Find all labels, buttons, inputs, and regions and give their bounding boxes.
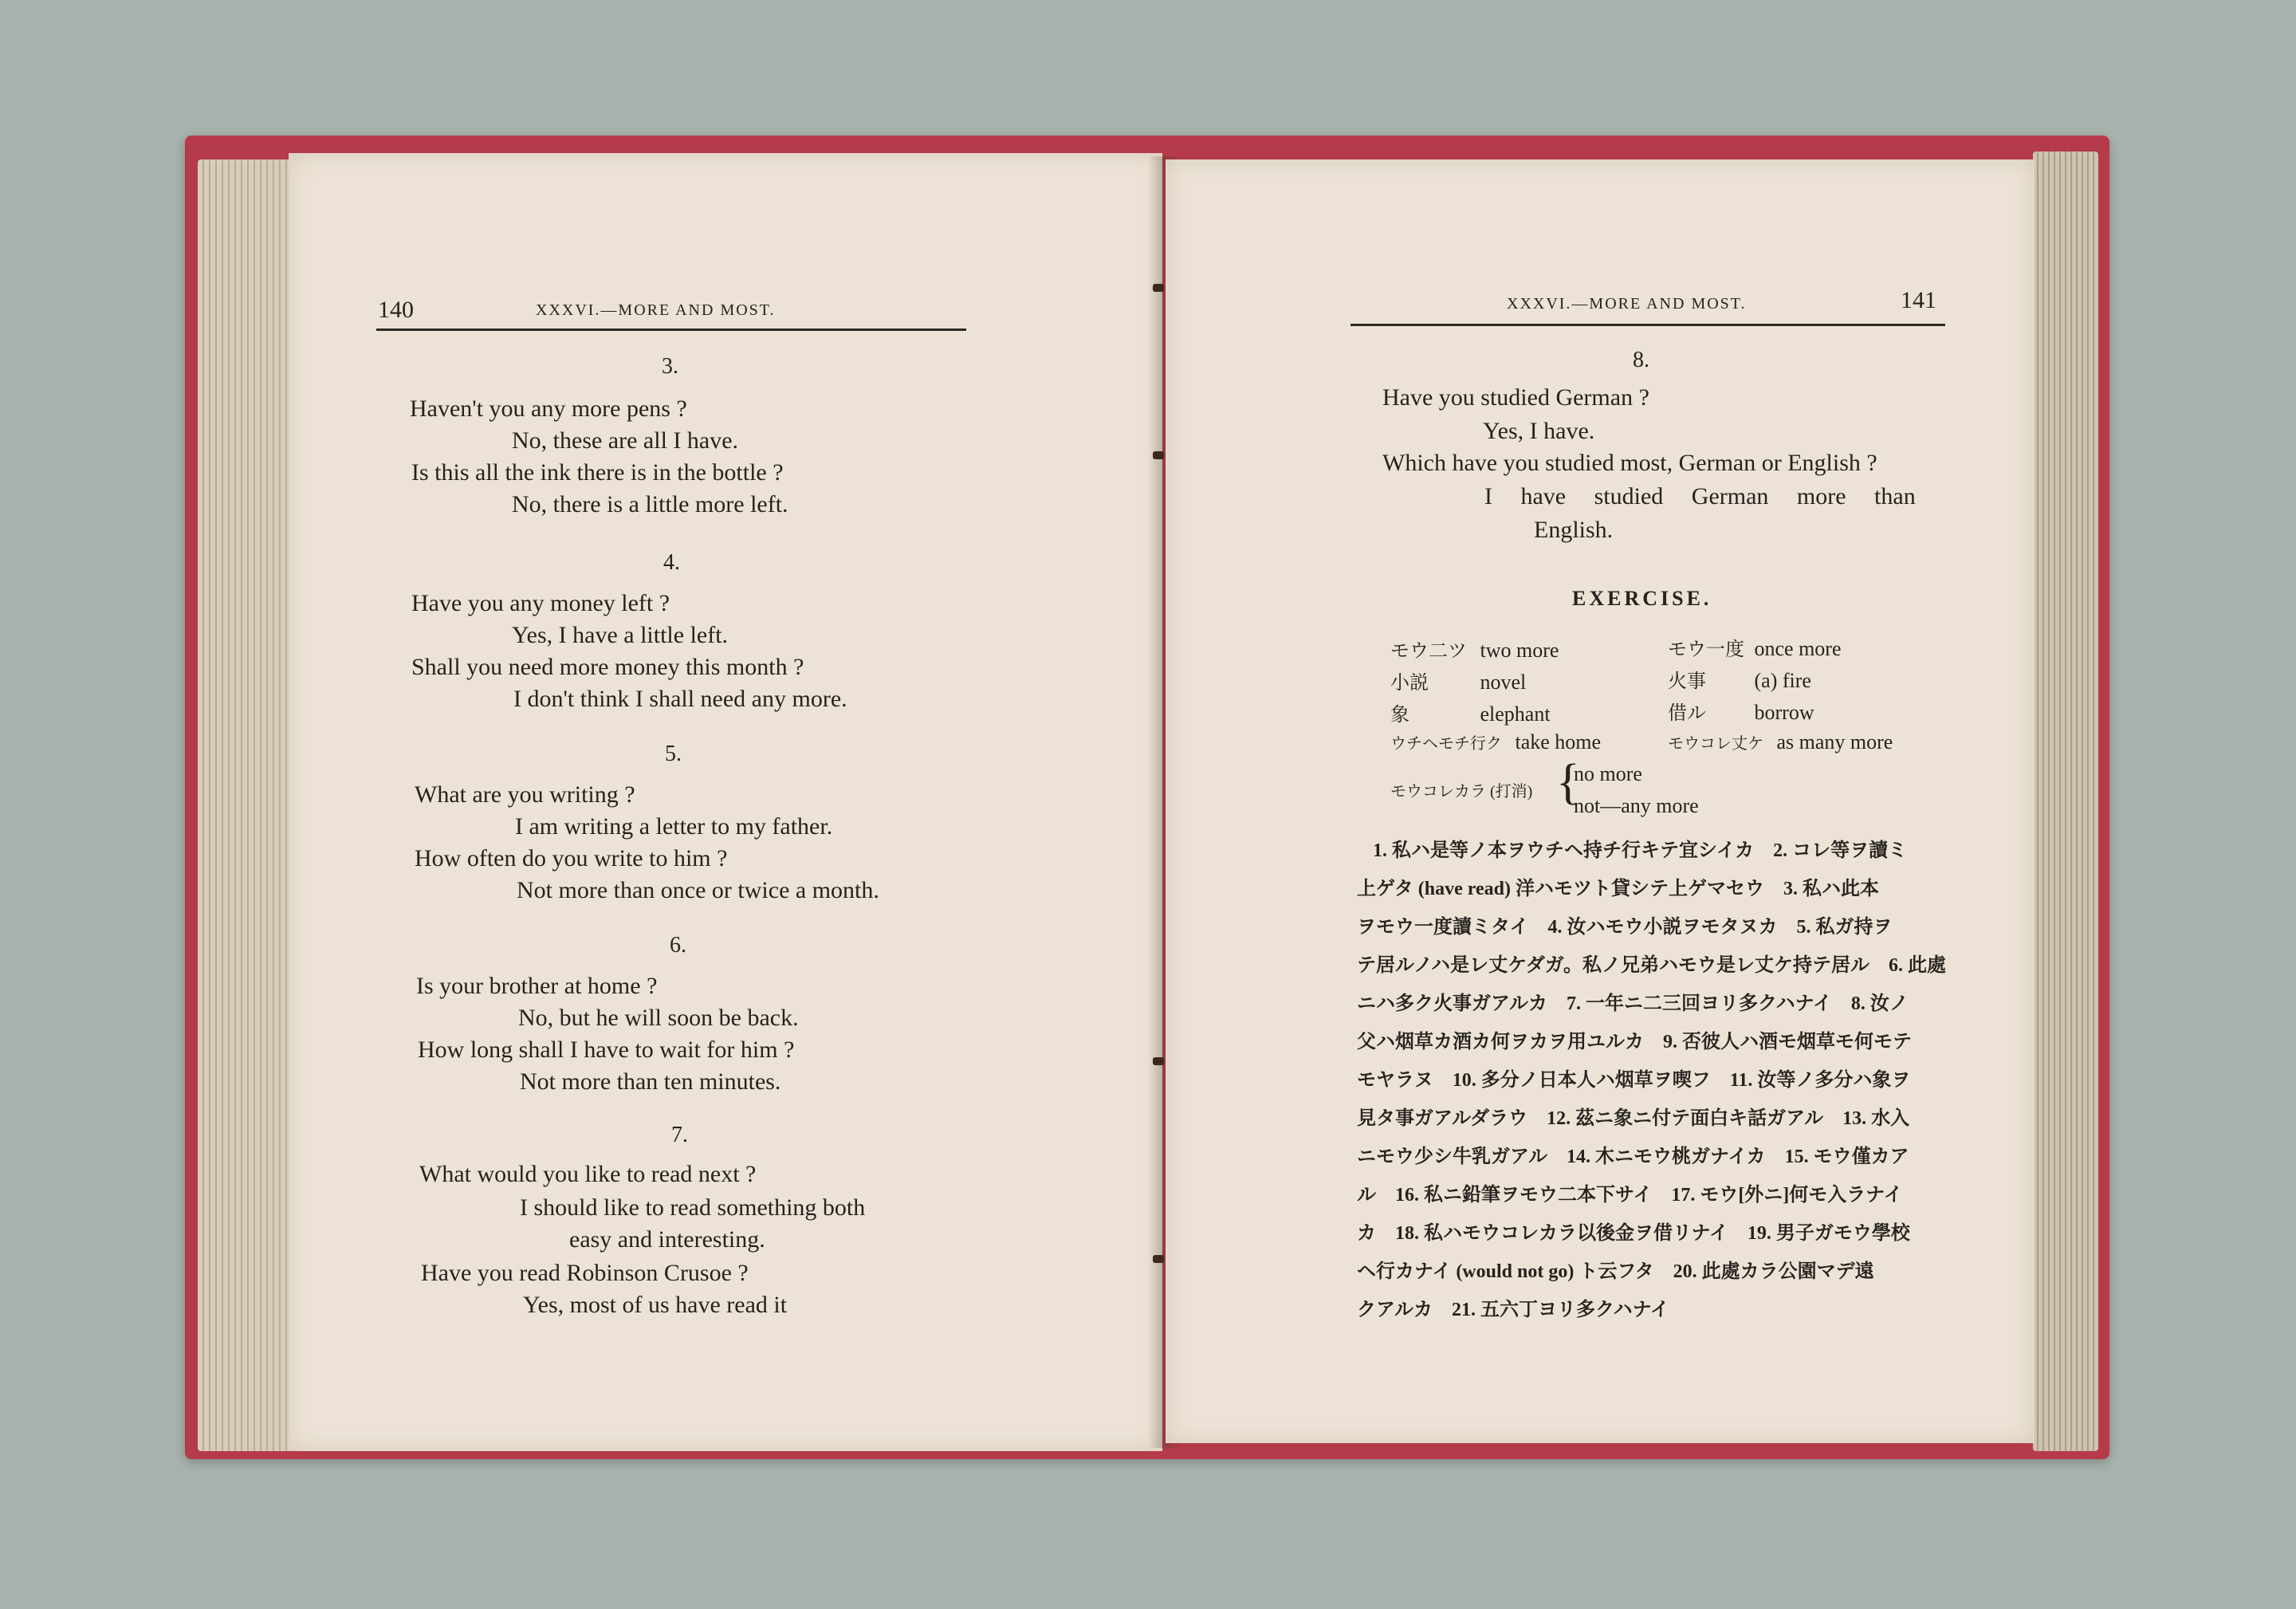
exercise-line: ニハ多ク火事ガアルカ 7. 一年ニ二三回ヨリ多クハナイ 8. 汝ノ [1357, 993, 1909, 1014]
vocab-item [1390, 778, 1532, 802]
vocab-en: not—any more [1574, 794, 1699, 817]
text-line: I am writing a letter to my father. [515, 813, 833, 840]
text-line: How often do you write to him ? [415, 845, 728, 871]
vocab-item [1390, 730, 1601, 754]
left-page-number: 140 [378, 297, 414, 323]
left-page [289, 153, 1162, 1451]
exercise-line: ニモウ少シ牛乳ガアル 14. 木ニモウ桃ガナイカ 15. モウ僅カア [1357, 1147, 1909, 1167]
section-number-8: 8. [1633, 348, 1649, 372]
text-line: English. [1534, 517, 1614, 543]
text-line: Not more than ten minutes. [520, 1068, 781, 1095]
exercise-line: モヤラヌ 10. 多分ノ日本人ハ烟草ヲ喫フ 11. 汝等ノ多分ハ象ヲ [1357, 1070, 1911, 1091]
vocab-ja: 借ル [1668, 703, 1706, 724]
text-line: Yes, most of us have read it [523, 1292, 788, 1318]
exercise-line: クアルカ 21. 五六丁ヨリ多クハナイ [1357, 1300, 1669, 1320]
vocab-en: elephant [1480, 702, 1551, 726]
section-number-7: 7. [671, 1123, 688, 1147]
brace: { [1556, 755, 1580, 809]
vocab-en: two more [1480, 639, 1559, 662]
exercise-line: テ居ルノハ是レ丈ケダガ。私ノ兄弟ハモウ是レ丈ケ持テ居ル 6. 此處 [1357, 955, 1946, 976]
vocab-item [1390, 667, 1526, 694]
text-line: What would you like to read next ? [419, 1161, 757, 1187]
exercise-line: ル 16. 私ニ鉛筆ヲモウ二本下サイ 17. モウ[外ニ]何モ入ラナイ [1357, 1185, 1903, 1206]
vocab-en: borrow [1754, 701, 1814, 724]
binding-stitch [1153, 1057, 1164, 1065]
vocab-ja: モウコレ丈ケ [1668, 735, 1763, 753]
text-line: Yes, I have. [1483, 418, 1595, 444]
section-number-4: 4. [663, 550, 680, 575]
vocab-item [1668, 665, 1811, 693]
text-line: Is this all the ink there is in the bottle ? [411, 459, 784, 486]
vocab-ja: ウチヘモチ行ク [1390, 735, 1502, 753]
exercise-line: カ 18. 私ハモウコレカラ以後金ヲ借リナイ 19. 男子ガモウ學校 [1357, 1223, 1910, 1244]
binding-stitch [1153, 1255, 1164, 1263]
text-line: How long shall I have to wait for him ? [418, 1037, 795, 1063]
text-line: I have studied German more than [1484, 483, 1916, 509]
vocab-en: no more [1574, 762, 1642, 785]
vocab-ja: モウ二ツ [1390, 641, 1467, 662]
right-page [1166, 159, 2035, 1443]
right-page-number: 141 [1901, 287, 1936, 313]
binding-stitch [1153, 284, 1164, 292]
vocab-ja: 火事 [1668, 671, 1706, 692]
right-running-head: XXXVI.—MORE AND MOST. [1507, 295, 1747, 313]
exercise-line: 1. 私ハ是等ノ本ヲウチヘ持チ行キテ宜シイカ 2. コレ等ヲ讀ミ [1373, 840, 1908, 861]
text-line: I don't think I shall need any more. [513, 686, 847, 712]
text-line: easy and interesting. [569, 1226, 765, 1253]
vocab-en: once more [1754, 637, 1842, 660]
text-line: Have you any money left ? [411, 590, 670, 616]
text-line: Have you read Robinson Crusoe ? [421, 1260, 749, 1286]
vocab-item [1390, 698, 1551, 726]
vocab-item [1668, 633, 1842, 661]
text-line: Yes, I have a little left. [512, 622, 729, 648]
text-line: No, but he will soon be back. [518, 1005, 799, 1031]
section-number-5: 5. [665, 742, 682, 766]
exercise-line: 父ハ烟草カ酒カ何ヲカヲ用ユルカ 9. 否彼人ハ酒モ烟草モ何モテ [1357, 1032, 1912, 1052]
left-header-rule [376, 328, 966, 331]
binding-stitch [1153, 451, 1164, 459]
vocab-en: take home [1515, 730, 1602, 753]
text-line: No, these are all I have. [512, 427, 739, 454]
vocab-ja: 象 [1390, 705, 1409, 726]
vocab-item [1668, 730, 1893, 754]
page-edges-right [2033, 151, 2098, 1451]
exercise-title: EXERCISE. [1572, 587, 1712, 610]
exercise-line: ヲモウ一度讀ミタイ 4. 汝ハモウ小説ヲモタヌカ 5. 私ガ持ヲ [1357, 917, 1893, 938]
text-line: Which have you studied most, German or English ? [1382, 450, 1877, 476]
vocab-item [1668, 697, 1814, 725]
text-line: Shall you need more money this month ? [411, 654, 804, 680]
exercise-line: 上ゲタ (have read) 洋ハモツト貸シテ上ゲマセウ 3. 私ハ此本 [1357, 879, 1880, 899]
left-running-head: XXXVI.—MORE AND MOST. [536, 301, 776, 319]
section-number-3: 3. [662, 354, 678, 379]
exercise-line: ヘ行カナイ (would not go) ト云フタ 20. 此處カラ公園マデ遠 [1357, 1261, 1874, 1282]
vocab-ja: モウコレカラ (打消) [1390, 783, 1533, 801]
text-line: No, there is a little more left. [512, 491, 788, 517]
text-line: Haven't you any more pens ? [410, 395, 687, 422]
vocab-ja: 小説 [1390, 673, 1429, 694]
page-edges-left [198, 159, 301, 1451]
vocab-en: novel [1480, 671, 1527, 694]
vocab-en: (a) fire [1754, 669, 1811, 692]
section-number-6: 6. [670, 933, 686, 958]
text-line: Is your brother at home ? [416, 973, 658, 999]
text-line: I should like to read something both [520, 1194, 866, 1221]
vocab-item [1390, 635, 1559, 663]
text-line: What are you writing ? [415, 781, 635, 808]
vocab-ja: モウ一度 [1668, 639, 1744, 660]
text-line: Have you studied German ? [1382, 384, 1649, 411]
text-line: Not more than once or twice a month. [517, 877, 879, 903]
vocab-en: as many more [1776, 730, 1893, 753]
right-header-rule [1350, 324, 1945, 326]
exercise-line: 見タ事ガアルダラウ 12. 茲ニ象ニ付テ面白キ話ガアル 13. 水入 [1357, 1108, 1910, 1129]
